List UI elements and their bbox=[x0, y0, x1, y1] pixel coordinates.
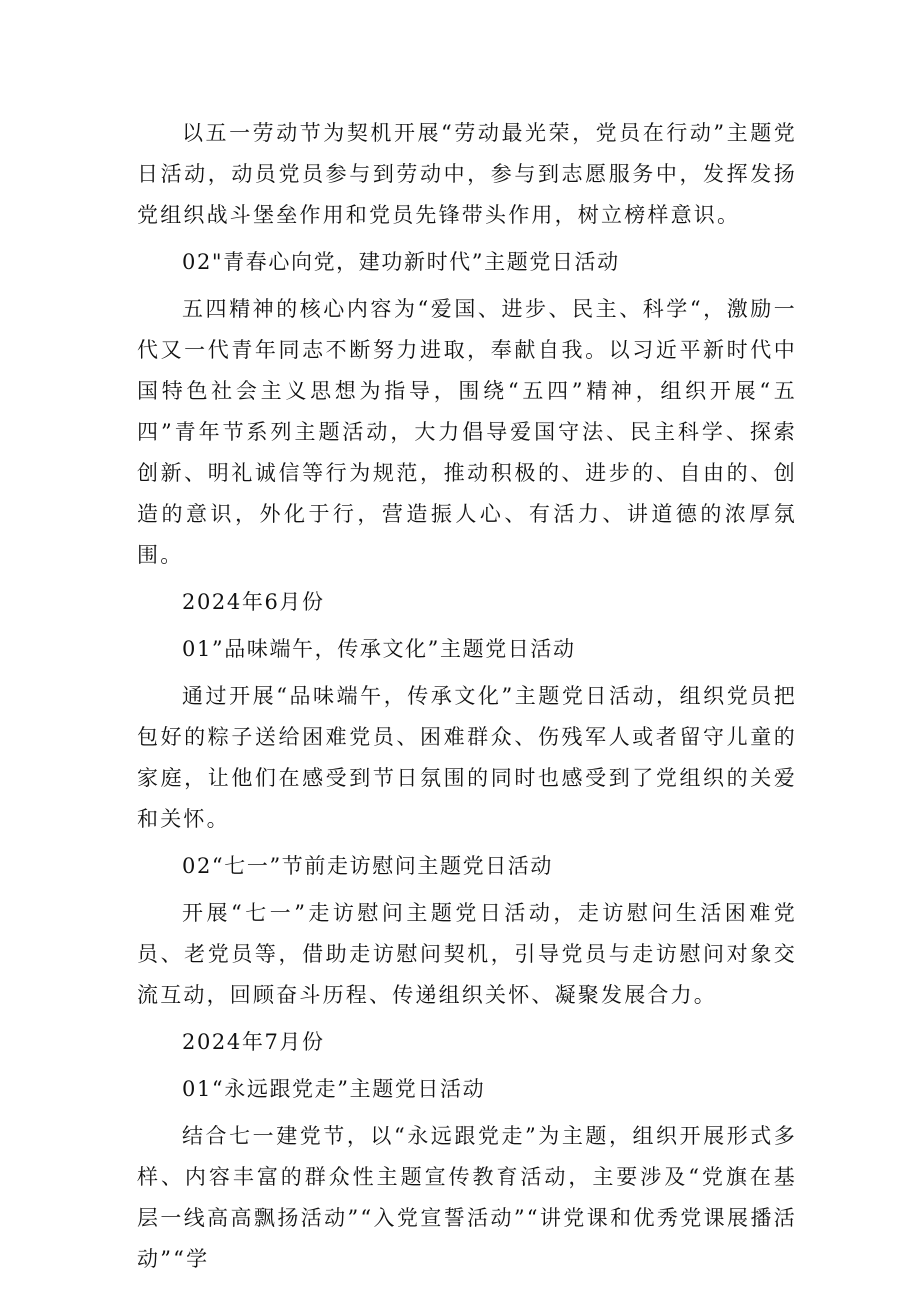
heading-follow-party-activity: 01“永远跟党走”主题党日活动 bbox=[182, 1077, 486, 1101]
heading-youth-activity: 02"青春心向党，建功新时代”主题党日活动 bbox=[182, 250, 620, 274]
paragraph-party-founding: 结合七一建党节，以“永远跟党走”为主题，组织开展形式多样、内容丰富的群众性主题宣传教育活动，主要涉及“党旗在基层一线高高飘扬活动”“入党宣誓活动”“讲党课和优秀党课展播活动”“学 bbox=[137, 1124, 797, 1271]
paragraph-labor-day: 以五一劳动节为契机开展“劳动最光荣，党员在行动”主题党日活动，动员党员参与到劳动中，参与到志愿服务中，发挥发扬党组织战斗堡垒作用和党员先锋带头作用，树立榜样意识。 bbox=[137, 121, 797, 227]
heading-july-first-visit: 02“七一”节前走访慰问主题党日活动 bbox=[182, 854, 553, 878]
paragraph-may-fourth: 五四精神的核心内容为“爱国、进步、民主、科学“，激励一代又一代青年同志不断努力进取，奉献自我。以习近平新时代中国特色社会主义思想为指导，围绕“五四”精神，组织开展“五四”青年节系列主题活动，大力倡导爱国守法、民主科学、探索创新、明礼诚信等行为规范，推动积极的、进步的、自由的、创造的意识，外化于行，营造振人心、有活力、讲道德的浓厚氛围。 bbox=[137, 297, 797, 567]
heading-june-2024: 2024年6月份 bbox=[182, 590, 325, 614]
heading-july-2024: 2024年7月份 bbox=[182, 1030, 325, 1054]
document-body bbox=[137, 113, 797, 1280]
paragraph-dragon-boat: 通过开展“品味端午，传承文化”主题党日活动，组织党员把包好的粽子送给困难党员、困难群众、伤残军人或者留守儿童的家庭，让他们在感受到节日氛围的同时也感受到了党组织的关爱和关怀。 bbox=[137, 684, 797, 831]
heading-dragon-boat-activity: 01”品味端午，传承文化”主题党日活动 bbox=[182, 637, 576, 661]
paragraph-july-first-visit: 开展“七一”走访慰问主题党日活动，走访慰问生活困难党员、老党员等，借助走访慰问契机，引导党员与走访慰问对象交流互动，回顾奋斗历程、传递组织关怀、凝聚发展合力。 bbox=[137, 901, 797, 1007]
